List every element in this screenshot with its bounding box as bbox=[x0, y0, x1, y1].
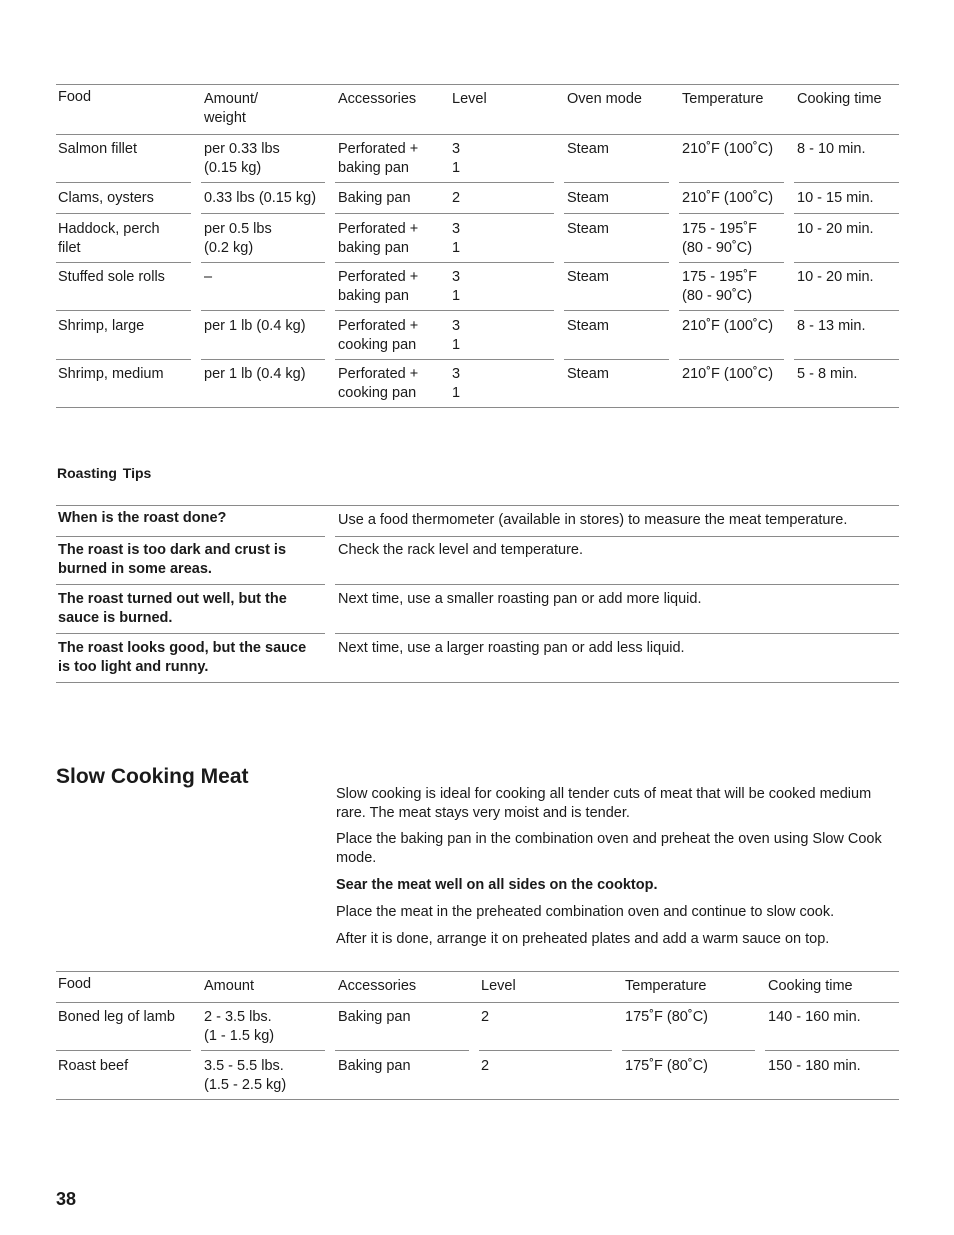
row-rule bbox=[564, 213, 669, 214]
header-rule bbox=[56, 134, 899, 135]
table-top-rule bbox=[56, 971, 899, 972]
row-rule bbox=[564, 262, 669, 263]
row-rule bbox=[56, 213, 191, 214]
header-oven-mode: Oven mode bbox=[567, 91, 642, 107]
row-rule bbox=[679, 262, 784, 263]
header-food: Food bbox=[58, 89, 92, 105]
cell-accessories: Perforated + baking pan bbox=[338, 269, 419, 304]
cell-cooking-time: 8 - 10 min. bbox=[797, 141, 866, 157]
cell-level: 2 bbox=[481, 1009, 490, 1025]
cell-level: 2 bbox=[481, 1058, 490, 1074]
tip-question: The roast is too dark and crust is burned in some areas. bbox=[58, 542, 287, 577]
cell-level: 3 1 bbox=[452, 366, 461, 401]
cell-cooking-time: 8 - 13 min. bbox=[797, 318, 866, 334]
header-temperature: Temperature bbox=[682, 91, 764, 107]
cell-cooking-time: 10 - 20 min. bbox=[797, 221, 874, 237]
cell-food: Clams, oysters bbox=[58, 190, 154, 206]
cell-level: 3 1 bbox=[452, 141, 461, 176]
row-rule bbox=[679, 182, 784, 183]
row-rule bbox=[679, 213, 784, 214]
cell-food: Boned leg of lamb bbox=[58, 1009, 175, 1025]
cell-oven-mode: Steam bbox=[567, 190, 609, 206]
cell-food: Stuffed sole rolls bbox=[58, 269, 165, 285]
row-rule bbox=[765, 1050, 899, 1051]
tip-answer: Next time, use a smaller roasting pan or add more liquid. bbox=[338, 591, 702, 607]
cell-oven-mode: Steam bbox=[567, 318, 609, 334]
preheat-paragraph: Place the baking pan in the combination oven and preheat the oven using Slow Cook mode. bbox=[336, 831, 882, 866]
row-rule bbox=[201, 1050, 325, 1051]
cell-food: Haddock, perch filet bbox=[58, 221, 160, 256]
header-cooking-time: Cooking time bbox=[768, 978, 853, 994]
cell-amount: 0.33 lbs (0.15 kg) bbox=[204, 190, 317, 206]
cell-amount: per 0.33 lbs (0.15 kg) bbox=[204, 141, 280, 176]
table-bottom-rule bbox=[56, 407, 899, 408]
cell-temperature: 175 - 195˚F (80 - 90˚C) bbox=[682, 221, 757, 256]
cell-temperature: 175˚F (80˚C) bbox=[625, 1058, 708, 1074]
header-temperature: Temperature bbox=[625, 978, 707, 994]
row-rule bbox=[679, 359, 784, 360]
cell-food: Salmon fillet bbox=[58, 141, 137, 157]
cell-amount: – bbox=[204, 269, 213, 285]
table-top-rule bbox=[56, 84, 899, 85]
row-rule bbox=[564, 182, 669, 183]
row-rule bbox=[56, 536, 325, 537]
cell-food: Roast beef bbox=[58, 1058, 129, 1074]
cell-temperature: 175 - 195˚F (80 - 90˚C) bbox=[682, 269, 757, 304]
cell-oven-mode: Steam bbox=[567, 366, 609, 382]
row-rule bbox=[335, 359, 554, 360]
row-rule bbox=[201, 310, 325, 311]
row-rule bbox=[679, 310, 784, 311]
row-rule bbox=[335, 213, 554, 214]
header-accessories: Accessories bbox=[338, 91, 417, 107]
row-rule bbox=[56, 310, 191, 311]
cell-food: Shrimp, large bbox=[58, 318, 145, 334]
cell-accessories: Baking pan bbox=[338, 1058, 411, 1074]
row-rule bbox=[794, 262, 899, 263]
page-number: 38 bbox=[56, 1189, 77, 1209]
cell-cooking-time: 5 - 8 min. bbox=[797, 366, 858, 382]
row-rule bbox=[56, 182, 191, 183]
roasting-tips-heading: Roasting Tips bbox=[57, 465, 152, 481]
header-amount: Amount/ weight bbox=[204, 91, 258, 126]
row-rule bbox=[335, 262, 554, 263]
tips-bottom-rule bbox=[56, 682, 899, 683]
row-rule bbox=[56, 359, 191, 360]
cell-accessories: Perforated + cooking pan bbox=[338, 318, 419, 353]
row-rule bbox=[335, 633, 899, 634]
cell-cooking-time: 10 - 20 min. bbox=[797, 269, 874, 285]
row-rule bbox=[56, 262, 191, 263]
cell-food: Shrimp, medium bbox=[58, 366, 164, 382]
cell-amount: per 1 lb (0.4 kg) bbox=[204, 318, 306, 334]
header-amount: Amount bbox=[204, 978, 254, 994]
row-rule bbox=[335, 584, 899, 585]
continue-paragraph: Place the meat in the preheated combination oven and continue to slow cook. bbox=[336, 904, 835, 920]
header-food: Food bbox=[58, 976, 92, 992]
cell-cooking-time: 10 - 15 min. bbox=[797, 190, 874, 206]
cell-oven-mode: Steam bbox=[567, 141, 609, 157]
intro-paragraph: Slow cooking is ideal for cooking all tender cuts of meat that will be cooked medium rare. The meat stays very moist and is tender. bbox=[336, 786, 872, 821]
cell-amount: per 1 lb (0.4 kg) bbox=[204, 366, 306, 382]
row-rule bbox=[564, 359, 669, 360]
row-rule bbox=[564, 310, 669, 311]
tips-top-rule bbox=[56, 505, 899, 506]
cell-accessories: Perforated + cooking pan bbox=[338, 366, 419, 401]
row-rule bbox=[335, 182, 554, 183]
cell-level: 3 1 bbox=[452, 221, 461, 256]
row-rule bbox=[335, 1050, 469, 1051]
cell-temperature: 210˚F (100˚C) bbox=[682, 190, 774, 206]
row-rule bbox=[56, 1050, 191, 1051]
cell-temperature: 175˚F (80˚C) bbox=[625, 1009, 708, 1025]
cell-amount: 2 - 3.5 lbs. (1 - 1.5 kg) bbox=[204, 1009, 275, 1044]
header-cooking-time: Cooking time bbox=[797, 91, 882, 107]
cell-accessories: Perforated + baking pan bbox=[338, 141, 419, 176]
tip-answer: Use a food thermometer (available in stores) to measure the meat temperature. bbox=[338, 512, 848, 528]
row-rule bbox=[794, 359, 899, 360]
cell-cooking-time: 140 - 160 min. bbox=[768, 1009, 861, 1025]
row-rule bbox=[335, 310, 554, 311]
cell-accessories: Baking pan bbox=[338, 1009, 411, 1025]
sear-instruction: Sear the meat well on all sides on the cooktop. bbox=[336, 877, 658, 893]
cell-accessories: Baking pan bbox=[338, 190, 411, 206]
cell-temperature: 210˚F (100˚C) bbox=[682, 318, 774, 334]
header-rule bbox=[56, 1002, 899, 1003]
tip-question: The roast turned out well, but the sauce is burned. bbox=[58, 591, 287, 626]
cell-temperature: 210˚F (100˚C) bbox=[682, 141, 774, 157]
row-rule bbox=[622, 1050, 755, 1051]
row-rule bbox=[201, 182, 325, 183]
row-rule bbox=[56, 633, 325, 634]
row-rule bbox=[794, 182, 899, 183]
row-rule bbox=[201, 262, 325, 263]
cell-oven-mode: Steam bbox=[567, 269, 609, 285]
row-rule bbox=[335, 536, 899, 537]
row-rule bbox=[794, 310, 899, 311]
cell-accessories: Perforated + baking pan bbox=[338, 221, 419, 256]
cell-cooking-time: 150 - 180 min. bbox=[768, 1058, 861, 1074]
cell-amount: 3.5 - 5.5 lbs. (1.5 - 2.5 kg) bbox=[204, 1058, 287, 1093]
tip-answer: Check the rack level and temperature. bbox=[338, 542, 584, 558]
row-rule bbox=[201, 213, 325, 214]
cell-amount: per 0.5 lbs (0.2 kg) bbox=[204, 221, 272, 256]
table-bottom-rule bbox=[56, 1099, 899, 1100]
cell-level: 2 bbox=[452, 190, 461, 206]
serve-paragraph: After it is done, arrange it on preheated plates and add a warm sauce on top. bbox=[336, 931, 830, 947]
row-rule bbox=[201, 359, 325, 360]
cell-oven-mode: Steam bbox=[567, 221, 609, 237]
tip-question: The roast looks good, but the sauce is too light and runny. bbox=[58, 640, 307, 675]
section-title: Slow Cooking Meat bbox=[56, 765, 249, 788]
row-rule bbox=[479, 1050, 612, 1051]
header-accessories: Accessories bbox=[338, 978, 417, 994]
row-rule bbox=[794, 213, 899, 214]
tip-question: When is the roast done? bbox=[58, 510, 227, 526]
cell-level: 3 1 bbox=[452, 269, 461, 304]
header-level: Level bbox=[481, 978, 516, 994]
cell-level: 3 1 bbox=[452, 318, 461, 353]
tip-answer: Next time, use a larger roasting pan or add less liquid. bbox=[338, 640, 685, 656]
cell-temperature: 210˚F (100˚C) bbox=[682, 366, 774, 382]
header-level: Level bbox=[452, 91, 487, 107]
row-rule bbox=[56, 584, 325, 585]
